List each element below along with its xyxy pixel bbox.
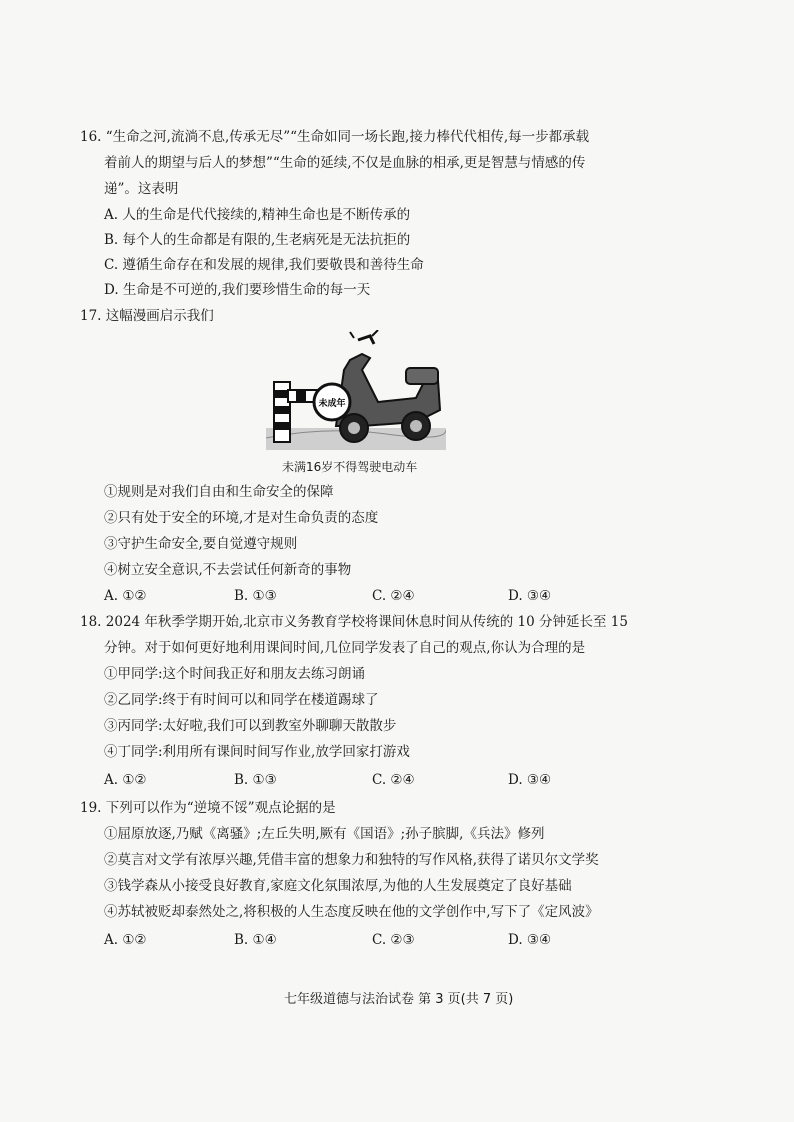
scooter-icon — [336, 330, 440, 442]
q18-statement-3: ③丙同学:太好啦,我们可以到教室外聊聊天散散步 — [104, 718, 397, 734]
q19-choices — [104, 931, 604, 949]
q19-statement-2: ②莫言对文学有浓厚兴趣,凭借丰富的想象力和独特的写作风格,获得了诺贝尔文学奖 — [104, 852, 599, 868]
q19-statement-3: ③钱学森从小接受良好教育,家庭文化氛围浓厚,为他的人生发展奠定了良好基础 — [104, 878, 572, 894]
q18-choice-d: D. ③④ — [508, 772, 552, 788]
q18-choice-a: A. ①② — [104, 772, 147, 788]
q19-stem: 19. 下列可以作为“逆境不馁”观点论据的是 — [80, 800, 336, 816]
q17-statement-1: ①规则是对我们自由和生命安全的保障 — [104, 484, 334, 500]
q18-statement-4: ④丁同学:利用所有课间时间写作业,放学回家打游戏 — [104, 744, 410, 760]
q17-stem: 17. 这幅漫画启示我们 — [80, 308, 214, 324]
q19-choice-d: D. ③④ — [508, 932, 552, 948]
cartoon-scooter-barrier — [266, 330, 446, 454]
q17-statement-2: ②只有处于安全的环境,才是对生命负责的态度 — [104, 510, 379, 526]
q18-choice-c: C. ②④ — [372, 772, 415, 788]
q17-choice-a: A. ①② — [104, 588, 147, 604]
q16-option-b: B. 每个人的生命都是有限的,生老病死是无法抗拒的 — [104, 232, 411, 248]
q17-choices — [104, 587, 604, 605]
q17-statement-4: ④树立安全意识,不去尝试任何新奇的事物 — [104, 562, 352, 578]
q18-line-1: 18. 2024 年秋季学期开始,北京市义务教育学校将课间休息时间从传统的 10 分钟延长至 15 — [80, 614, 628, 630]
page-footer: 七年级道德与法治试卷 第 3 页(共 7 页) — [284, 992, 514, 1007]
q19-choice-c: C. ②③ — [372, 932, 415, 948]
q19-statement-4: ④苏轼被贬却泰然处之,将积极的人生态度反映在他的文学创作中,写下了《定风波》 — [104, 904, 599, 920]
q18-choices — [104, 771, 604, 789]
q16-line-3: 递”。这表明 — [104, 181, 179, 197]
q18-statement-1: ①甲同学:这个时间我正好和朋友去练习朗诵 — [104, 666, 366, 682]
q18-choice-b: B. ①③ — [234, 772, 277, 788]
q16-option-a: A. 人的生命是代代接续的,精神生命也是不断传承的 — [104, 207, 411, 223]
q17-choice-c: C. ②④ — [372, 588, 415, 604]
q19-choice-b: B. ①④ — [234, 932, 277, 948]
q19-choice-a: A. ①② — [104, 932, 147, 948]
sign-text: 未成年 — [318, 399, 346, 409]
q17-choice-b: B. ①③ — [234, 588, 277, 604]
q17-statement-3: ③守护生命安全,要自觉遵守规则 — [104, 536, 298, 552]
q17-choice-d: D. ③④ — [508, 588, 552, 604]
q16-option-c: C. 遵循生命存在和发展的规律,我们要敬畏和善待生命 — [104, 257, 424, 273]
q16-line-2: 着前人的期望与后人的梦想”“生命的延续,不仅是血脉的相承,更是智慧与情感的传 — [104, 155, 586, 171]
q19-statement-1: ①屈原放逐,乃赋《离骚》;左丘失明,厥有《国语》;孙子膑脚,《兵法》修列 — [104, 826, 545, 842]
q16-option-d: D. 生命是不可逆的,我们要珍惜生命的每一天 — [104, 282, 371, 298]
q18-line-2: 分钟。对于如何更好地利用课间时间,几位同学发表了自己的观点,你认为合理的是 — [104, 640, 586, 656]
q16-line-1: 16. “生命之河,流淌不息,传承无尽”“生命如同一场长跑,接力棒代代相传,每一步都承载 — [80, 129, 590, 145]
q18-statement-2: ②乙同学:终于有时间可以和同学在楼道踢球了 — [104, 692, 379, 708]
cartoon-caption: 未满16岁不得驾驶电动车 — [282, 460, 418, 474]
